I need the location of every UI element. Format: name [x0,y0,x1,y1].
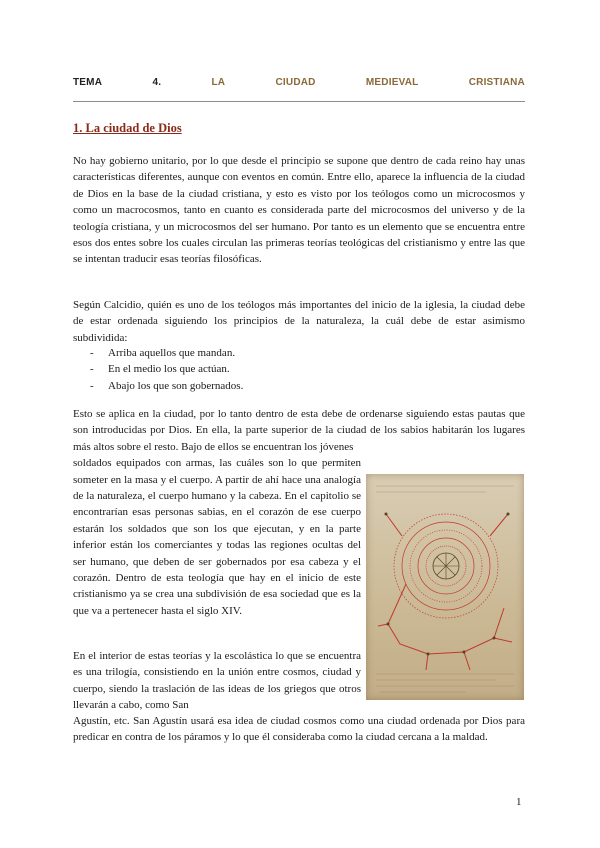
header-word: CIUDAD [275,76,316,88]
header-word: CRISTIANA [468,76,525,88]
list-item-text: Abajo los que son gobernados. [108,379,244,392]
bullet-dash: - [90,363,94,376]
paragraph-2: Según Calcidio, quién es uno de los teólogos más importantes del inicio de la iglesia, la ciudad debe de estar ordenada siguiendo los principios de la naturaleza, la cuál debe de estar asimismo subdividida: [73,299,525,344]
list-item [90,345,243,361]
header-word: TEMA [73,76,103,88]
header-word: LA [211,76,226,88]
list-item-text: Arriba aquellos que mandan. [108,347,236,359]
paragraph-3-full-width: Esto se aplica en la ciudad, por lo tanto dentro de esta debe de ordenarse siguiendo estas pautas que son introducidas por Dios. En ella, la parte superior de la ciudad de los sabios habitarán los lugares más altos sobre el resto. Bajo de ellos se encuentran los jóvenes [73,408,525,453]
paragraph-4: En el interior de estas teorías y la escolástica lo que se encuentra es una trilogía, consistiendo en la unión entre cosmos, ciudad y cuerpo, siendo la traslación de las ideas de los griegos que otros llevarán a cabo, como San [73,650,361,712]
header-word: 4. [152,76,162,88]
list-item [90,378,243,394]
bullet-dash: - [90,347,94,359]
bullet-list [90,345,243,394]
page-number: 1 [516,796,522,808]
medieval-city-diagram-image [366,474,524,700]
document-header [73,74,525,90]
bullet-dash: - [90,379,94,392]
list-item-text: En el medio los que actúan. [108,363,230,376]
section-title: 1. La ciudad de Dios [73,121,182,135]
paragraph-3-wrapped: soldados equipados con armas, las cuáles son lo que permiten someter en la masa y el cuerpo. A partir de ahí hace una analogía de la naturaleza, el cuerpo humano y la cabeza. En el capitolio se encontrarían esas personas sabias, en el corazón de ese cuerpo estarán los soldados que son los que ejecutan, y en la parte inferior están los comerciantes y todas las regiones ocultas del ser humano, que deben de ser gobernados por esa cabeza y el corazón. Dentro de esta teología que hay en el inicio de este cristianismo ya se crea una subdivisión de esa sociedad que es la que va a pertenecer hasta el siglo XIV. [73,457,361,617]
header-divider [73,101,525,102]
header-word: MEDIEVAL [365,76,419,88]
paragraph-1: No hay gobierno unitario, por lo que desde el principio se supone que dentro de cada reino hay unas características diferentes, aunque con eventos en común. Entre ello, aparece la influencia de la ciudad de Dios en la base de la ciudad cristiana, y esto es visto por los teólogos como un microcosmos y como un macrocosmos, tanto en cuanto es considerada parte del microcosmos del universo y de la teología cristiana, y un microcosmos del ser humano. Por tanto es un elemento que se encuentra entre esos dos entes sobre los cuales circulan las primeras teorías teológicas del cristianismo y entre las que se intentan traducir esas teorías filosóficas. [73,155,525,266]
paragraph-5: Agustín, etc. San Agustín usará esa idea de ciudad cosmos como una ciudad ordenada por Dios para predicar en contra de los páramos y lo que él consideraba como la ciudad cercana a la maldad. [73,715,525,744]
manuscript-drawing [366,474,524,700]
list-item [90,361,243,377]
